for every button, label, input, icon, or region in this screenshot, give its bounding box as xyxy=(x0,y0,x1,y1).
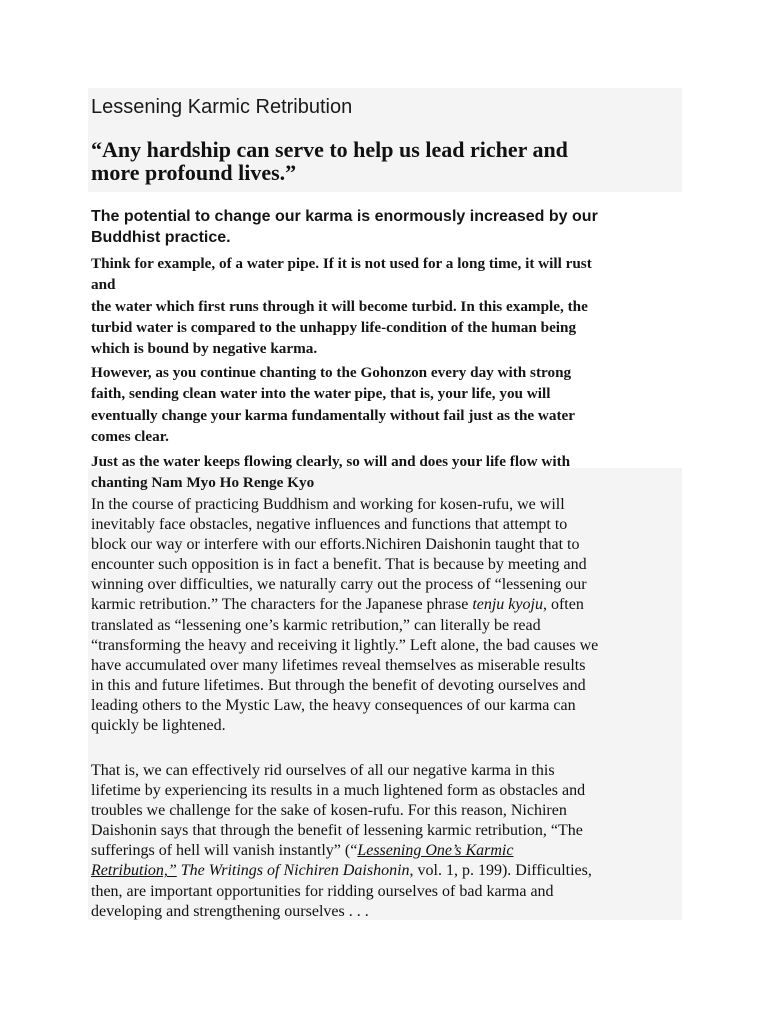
quote-line: more profound lives.” xyxy=(91,160,297,185)
citation-link[interactable]: Lessening One’s Karmic xyxy=(357,842,514,860)
section-subheading xyxy=(91,206,671,248)
subhead-line: Buddhist practice. xyxy=(91,229,231,246)
paragraph-kosen-rufu xyxy=(91,495,681,736)
text-line: quickly be lightened. xyxy=(91,717,226,735)
text-line: “transforming the heavy and receiving it lightly.” Left alone, the bad causes we xyxy=(91,636,599,654)
text-line: lifetime by experiencing its results in a much lightened form as obstacles and xyxy=(91,782,586,800)
text-segment: sufferings of hell will vanish instantly” (“ xyxy=(91,842,358,860)
text-line xyxy=(91,861,681,881)
paragraph-karma-rid xyxy=(91,761,681,922)
text-segment: , vol. 1, p. 199). Difficulties, xyxy=(409,862,592,880)
japanese-term: tenju kyoju xyxy=(472,596,543,614)
text-line xyxy=(91,595,681,615)
text-line: then, are important opportunities for ridding ourselves of bad karma and xyxy=(91,882,554,900)
text-line: in this and future lifetimes. But through the benefit of devoting ourselves and xyxy=(91,676,586,694)
text-line: and xyxy=(91,276,116,294)
subhead-line: The potential to change our karma is enormously increased by our xyxy=(91,208,598,225)
text-line: However, as you continue chanting to the Gohonzon every day with strong xyxy=(91,364,572,381)
text-segment: , often xyxy=(542,596,584,614)
text-line: faith, sending clean water into the water pipe, that is, your life, you will xyxy=(91,385,551,403)
text-line: troubles we challenge for the sake of kosen-rufu. For this reason, Nichiren xyxy=(91,802,567,820)
text-segment: karmic retribution.” The characters for the Japanese phrase xyxy=(91,596,473,614)
citation-link[interactable]: Retribution,” xyxy=(91,862,177,880)
text-line: leading others to the Mystic Law, the heavy consequences of our karma can xyxy=(91,696,576,714)
paragraph-chanting xyxy=(91,362,681,447)
book-title: The Writings of Nichiren Daishonin xyxy=(180,862,410,880)
text-line: comes clear. xyxy=(91,427,169,445)
page-title: Lessening Karmic Retribution xyxy=(91,96,353,118)
text-line: the water which first runs through it will become turbid. In this example, the xyxy=(91,297,588,315)
text-line: developing and strengthening ourselves . . . xyxy=(91,902,369,920)
text-line xyxy=(91,841,681,861)
text-line: inevitably face obstacles, negative influences and functions that attempt to xyxy=(91,516,568,534)
text-line: Daishonin says that through the benefit of lessening karmic retribution, “The xyxy=(91,822,583,840)
pull-quote xyxy=(91,138,651,184)
text-line: In the course of practicing Buddhism and working for kosen-rufu, we will xyxy=(91,496,565,513)
text-line: turbid water is compared to the unhappy life-condition of the human being xyxy=(91,318,577,336)
text-line: chanting Nam Myo Ho Renge Kyo xyxy=(91,474,315,492)
text-line: encounter such opposition is in fact a benefit. That is because by meeting and xyxy=(91,556,587,574)
text-line: which is bound by negative karma. xyxy=(91,340,318,358)
text-line: Just as the water keeps flowing clearly, so will and does your life flow with xyxy=(91,453,571,470)
paragraph-water-pipe xyxy=(91,253,681,359)
quote-line: “Any hardship can serve to help us lead richer and xyxy=(91,137,568,162)
text-line: translated as “lessening one’s karmic retribution,” can literally be read xyxy=(91,616,541,634)
text-line: block our way or interfere with our efforts.Nichiren Daishonin taught that to xyxy=(91,536,580,554)
text-line: have accumulated over many lifetimes reveal themselves as miserable results xyxy=(91,656,586,674)
text-line: That is, we can effectively rid ourselves of all our negative karma in this xyxy=(91,762,555,779)
paragraph-water-flowing xyxy=(91,451,681,494)
text-line: winning over difficulties, we naturally carry out the process of “lessening our xyxy=(91,576,587,594)
text-line: Think for example, of a water pipe. If it is not used for a long time, it will rust xyxy=(91,255,592,272)
text-line: eventually change your karma fundamentally without fail just as the water xyxy=(91,406,576,424)
